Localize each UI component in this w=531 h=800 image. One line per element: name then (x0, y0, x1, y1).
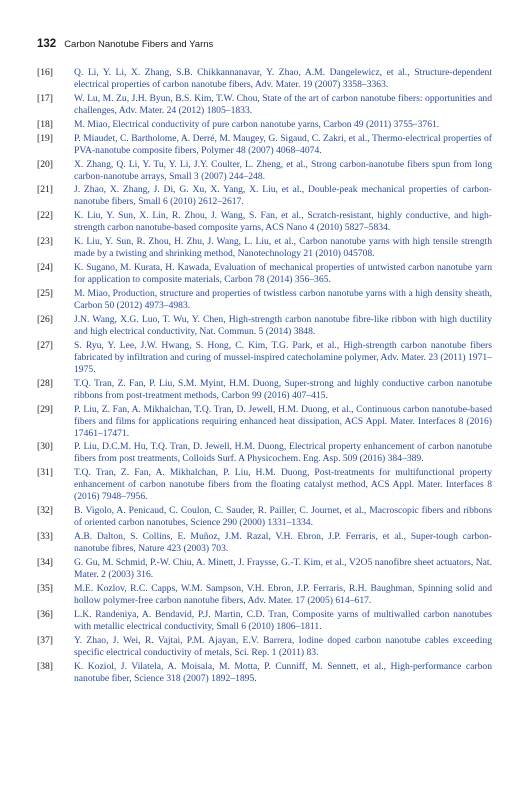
reference-text[interactable]: T.Q. Tran, Z. Fan, P. Liu, S.M. Myint, H.M. Duong, Super-strong and highly conductive carbon nanotube ribbons from post-treatment methods, Carbon 99 (2016) 407–415. (74, 377, 492, 401)
reference-number: [33] (37, 531, 53, 543)
page-number: 132 (37, 38, 57, 50)
reference-number: [30] (37, 441, 53, 453)
reference-item (37, 314, 492, 338)
reference-text[interactable]: M. Miao, Electrical conductivity of pure carbon nanotube yarns, Carbon 49 (2011) 3755–3761. (74, 118, 440, 130)
reference-number: [24] (37, 262, 53, 274)
reference-item (37, 583, 492, 607)
reference-text[interactable]: G. Gu, M. Schmid, P.-W. Chiu, A. Minett, J. Fraysse, G.-T. Kim, et al., V2O5 nanofibre sheet actuators, Nat. Mater. 2 (2003) 316. (74, 557, 492, 581)
reference-item (37, 119, 492, 131)
reference-text[interactable]: K. Liu, Y. Sun, R. Zhou, H. Zhu, J. Wang, L. Liu, et al., Carbon nanotube yarns with high tensile strength made by a twisting and shrinking method, Nanotechnology 21 (2010) 045708. (74, 236, 492, 260)
reference-text[interactable]: Q. Li, Y. Li, X. Zhang, S.B. Chikkannanavar, Y. Zhao, A.M. Dangelewicz, et al., Structure-dependent electrical properties of carbon nanotube fibers, Adv. Mater. 19 (2007) 3358–3363. (74, 67, 492, 90)
reference-item (37, 236, 492, 260)
reference-item (37, 340, 492, 376)
reference-number: [37] (37, 634, 53, 646)
reference-item (37, 531, 492, 555)
reference-number: [18] (37, 118, 53, 130)
reference-text[interactable]: S. Ryu, Y. Lee, J.W. Hwang, S. Hong, C. Kim, T.G. Park, et al., High-strength carbon nanotube fibers fabricated by infiltration and curing of mussel-inspired catecholamine polymer, Adv. Mater. 23 (2011) 1971–1975. (74, 339, 492, 375)
reference-text[interactable]: K. Sugano, M. Kurata, H. Kawada, Evaluation of mechanical properties of untwisted carbon nanotube yarn for application to composite materials, Carbon 78 (2014) 356–365. (74, 262, 492, 286)
reference-item (37, 67, 492, 91)
reference-text[interactable]: P. Liu, Z. Fan, A. Mikhalchan, T.Q. Tran, D. Jewell, H.M. Duong, et al., Continuous carbon nanotube-based fibers and films for applications requiring enhanced heat dissipation, ACS Appl. Mater. Interfaces 8 (2016) 17461–17471. (74, 403, 492, 439)
reference-item (37, 557, 492, 581)
running-title: Carbon Nanotube Fibers and Yarns (64, 39, 214, 50)
reference-text[interactable]: P. Miaudet, C. Bartholome, A. Derré, M. Maugey, G. Sigaud, C. Zakri, et al., Thermo-electrical properties of PVA-nanotube composite fibers, Polymer 48 (2007) 4068–4074. (74, 132, 492, 156)
reference-item (37, 635, 492, 659)
reference-text[interactable]: P. Liu, D.C.M. Hu, T.Q. Tran, D. Jewell, H.M. Duong, Electrical property enhancement of carbon nanotube fibers from post treatments, Colloids Surf. A Physicochem. Eng. Asp. 509 (2016) 384–389. (74, 441, 492, 465)
reference-item (37, 133, 492, 157)
reference-number: [31] (37, 467, 53, 479)
reference-number: [27] (37, 339, 53, 351)
reference-number: [23] (37, 236, 53, 248)
reference-item (37, 288, 492, 312)
reference-item (37, 661, 492, 685)
reference-item (37, 467, 492, 503)
reference-text[interactable]: A.B. Dalton, S. Collins, E. Muñoz, J.M. Razal, V.H. Ebron, J.P. Ferraris, et al., Super-tough carbon-nanotube fibres, Nature 423 (2003) 703. (74, 531, 492, 555)
reference-item (37, 505, 492, 529)
reference-item (37, 262, 492, 286)
reference-text[interactable]: Y. Zhao, J. Wei, R. Vajtai, P.M. Ajayan, E.V. Barrera, Iodine doped carbon nanotube cables exceeding specific electrical conductivity of metals, Sci. Rep. 1 (2011) 83. (74, 634, 492, 658)
reference-number: [25] (37, 288, 53, 300)
reference-item (37, 93, 492, 117)
reference-number: [19] (37, 132, 53, 144)
reference-item (37, 210, 492, 234)
reference-text[interactable]: K. Koziol, J. Vilatela, A. Moisala, M. Motta, P. Cunniff, M. Sennett, et al., High-performance carbon nanotube fiber, Science 318 (2007) 1892–1895. (74, 660, 492, 684)
reference-text[interactable]: B. Vigolo, A. Penicaud, C. Coulon, C. Sauder, R. Pailler, C. Journet, et al., Macroscopic fibers and ribbons of oriented carbon nanotubes, Science 290 (2000) 1331–1334. (74, 505, 492, 529)
reference-number: [38] (37, 660, 53, 672)
reference-number: [16] (37, 67, 53, 78)
reference-number: [26] (37, 313, 53, 325)
reference-number: [22] (37, 210, 53, 222)
reference-number: [17] (37, 92, 53, 104)
reference-text[interactable]: X. Zhang, Q. Li, Y. Tu, Y. Li, J.Y. Coulter, L. Zheng, et al., Strong carbon-nanotube fibers spun from long carbon-nanotube arrays, Small 3 (2007) 244–248. (74, 158, 492, 182)
reference-number: [35] (37, 582, 53, 594)
reference-text[interactable]: J.N. Wang, X.G. Luo, T. Wu, Y. Chen, High-strength carbon nanotube fibre-like ribbon with high ductility and high electrical conductivity, Nat. Commun. 5 (2014) 3848. (74, 313, 492, 337)
running-header (37, 38, 213, 52)
reference-item (37, 441, 492, 465)
reference-text[interactable]: T.Q. Tran, Z. Fan, A. Mikhalchan, P. Liu, H.M. Duong, Post-treatments for multifunctional property enhancement of carbon nanotube fibers from the floating catalyst method, ACS Appl. Mater. Interfaces 8 (2016) 7948–7956. (74, 467, 492, 503)
reference-text[interactable]: L.K. Randeniya, A. Bendavid, P.J. Martin, C.D. Tran, Composite yarns of multiwalled carbon nanotubes with metallic electrical conductivity, Small 6 (2010) 1806–1811. (74, 608, 492, 632)
reference-item (37, 184, 492, 208)
reference-text[interactable]: W. Lu, M. Zu, J.H. Byun, B.S. Kim, T.W. Chou, State of the art of carbon nanotube fibers: opportunities and challenges, Adv. Mater. 24 (2012) 1805–1833. (74, 92, 492, 116)
reference-item (37, 159, 492, 183)
reference-list (37, 67, 492, 686)
reference-item (37, 404, 492, 440)
reference-number: [32] (37, 505, 53, 517)
reference-text[interactable]: J. Zhao, X. Zhang, J. Di, G. Xu, X. Yang, X. Liu, et al., Double-peak mechanical properties of carbon-nanotube fibers, Small 6 (2010) 2612–2617. (74, 184, 492, 208)
reference-item (37, 378, 492, 402)
reference-number: [21] (37, 184, 53, 196)
reference-number: [28] (37, 377, 53, 389)
reference-number: [34] (37, 557, 53, 569)
reference-number: [20] (37, 158, 53, 170)
reference-text[interactable]: K. Liu, Y. Sun, X. Lin, R. Zhou, J. Wang, S. Fan, et al., Scratch-resistant, highly conductive, and high-strength carbon nanotube-based composite yarns, ACS Nano 4 (2010) 5827–5834. (74, 210, 492, 234)
reference-text[interactable]: M.E. Kozlov, R.C. Capps, W.M. Sampson, V.H. Ebron, J.P. Ferraris, R.H. Baughman, Spinning solid and hollow polymer-free carbon nanotube fibers, Adv. Mater. 17 (2005) 614–617. (74, 582, 492, 606)
reference-item (37, 609, 492, 633)
reference-number: [29] (37, 403, 53, 415)
reference-text[interactable]: M. Miao, Production, structure and properties of twistless carbon nanotube yarns with a high density sheath, Carbon 50 (2012) 4973–4983. (74, 288, 492, 312)
reference-number: [36] (37, 608, 53, 620)
